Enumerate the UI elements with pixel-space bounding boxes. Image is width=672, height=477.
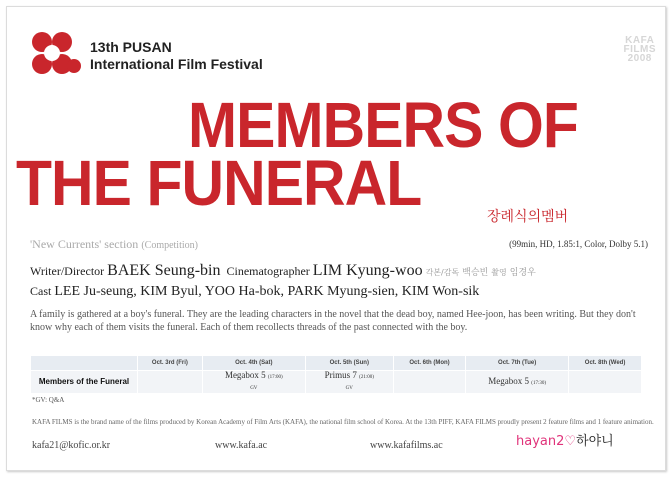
watermark-text: hayan2 bbox=[516, 434, 565, 449]
cinematographer-kr-label: 촬영 bbox=[491, 268, 507, 277]
cast-names: LEE Ju-seung, KIM Byul, YOO Ha-bok, PARK Myung-sien, KIM Won-sik bbox=[54, 284, 480, 299]
section-label bbox=[30, 237, 198, 252]
schedule-cell-wed bbox=[569, 371, 642, 394]
heart-icon: ♡ bbox=[564, 434, 577, 449]
writer-label: Writer/Director bbox=[30, 264, 105, 278]
cinematographer-label: Cinematographer bbox=[226, 264, 310, 278]
schedule-cell-sat bbox=[202, 371, 305, 394]
sun-venue: Primus 7 bbox=[324, 370, 357, 380]
sat-venue: Megabox 5 bbox=[224, 370, 266, 380]
schedule-cell-sun bbox=[305, 371, 393, 394]
kafa-mark-line3: 2008 bbox=[627, 53, 652, 64]
film-title-korean: 장례식의멤버 bbox=[487, 209, 569, 225]
schedule-row bbox=[31, 371, 642, 394]
kafa-mark-line1: KAFA bbox=[625, 35, 655, 46]
sat-gv: GV bbox=[250, 386, 258, 391]
schedule-header-tue: Oct. 7th (Tue) bbox=[466, 356, 569, 371]
sun-time: (21:00) bbox=[359, 375, 374, 380]
schedule-header-wed: Oct. 8th (Wed) bbox=[569, 356, 642, 371]
gv-note: *GV: Q&A bbox=[32, 396, 65, 404]
website-link-kafa[interactable]: www.kafa.ac bbox=[215, 440, 268, 451]
contact-email[interactable]: kafa21@kofic.or.kr bbox=[32, 440, 111, 451]
writer-kr-name: 백승빈 bbox=[462, 268, 489, 278]
piff-logo bbox=[28, 30, 84, 82]
kafa-mark-line2: FILMS bbox=[623, 44, 656, 55]
section-name: 'New Currents' section bbox=[30, 237, 139, 251]
tue-time: (17:30) bbox=[531, 380, 547, 386]
schedule-header-fri: Oct. 3rd (Fri) bbox=[138, 356, 203, 371]
schedule-header-mon: Oct. 6th (Mon) bbox=[393, 356, 465, 371]
cinematographer-name: LIM Kyung-woo bbox=[312, 262, 423, 279]
film-tech-info: (99min, HD, 1.85:1, Color, Dolby 5.1) bbox=[509, 239, 648, 249]
schedule-cell-fri bbox=[138, 371, 203, 394]
sat-time: (17:00) bbox=[267, 375, 283, 380]
fine-print: KAFA FILMS is the brand name of the films produced by Korean Academy of Film Arts (KAFA), the national film school of Korea. At the 13th PIFF, KAFA FILMS proudly present 2 feature films and 1 feature animation. bbox=[32, 418, 654, 426]
film-title-line2: THE FUNERAL bbox=[16, 147, 422, 219]
cast-label: Cast bbox=[30, 284, 52, 298]
watermark bbox=[516, 430, 614, 449]
cinematographer-kr-name: 임경우 bbox=[509, 268, 536, 278]
synopsis: A family is gathered at a boy's funeral. They are the leading characters in the novel that the dead boy, named Hee-joon, has been writing. But they don't know why each of them visits the funeral. Each of them recollects threads of the past connected with the boy. bbox=[30, 309, 636, 333]
schedule-header-sun: Oct. 5th (Sun) bbox=[305, 356, 393, 371]
tue-venue: Megabox 5 bbox=[488, 375, 530, 386]
schedule-cell-mon bbox=[393, 371, 465, 394]
festival-name-line1: 13th PUSAN bbox=[90, 39, 172, 55]
schedule-header-row bbox=[31, 356, 642, 371]
writer-kr-label: 각본/감독 bbox=[425, 268, 460, 277]
film-title-line1: MEMBERS OF bbox=[188, 89, 578, 161]
schedule-header-sat: Oct. 4th (Sat) bbox=[202, 356, 305, 371]
schedule-header-film bbox=[31, 356, 138, 371]
kafa-films-mark bbox=[624, 36, 657, 63]
schedule-film-name: Members of the Funeral bbox=[31, 371, 138, 394]
writer-name: BAEK Seung-bin bbox=[107, 262, 221, 279]
screening-schedule bbox=[30, 355, 642, 394]
watermark-korean: 하야니 bbox=[576, 434, 614, 449]
website-link-kafafilms[interactable]: www.kafafilms.ac bbox=[370, 440, 443, 451]
festival-name-line2: International Film Festival bbox=[90, 56, 263, 72]
competition-label: (Competition) bbox=[141, 240, 198, 251]
sun-gv: GV bbox=[345, 386, 353, 391]
crew-line bbox=[30, 262, 536, 280]
cast-line bbox=[30, 284, 479, 300]
schedule-cell-tue bbox=[466, 371, 569, 394]
